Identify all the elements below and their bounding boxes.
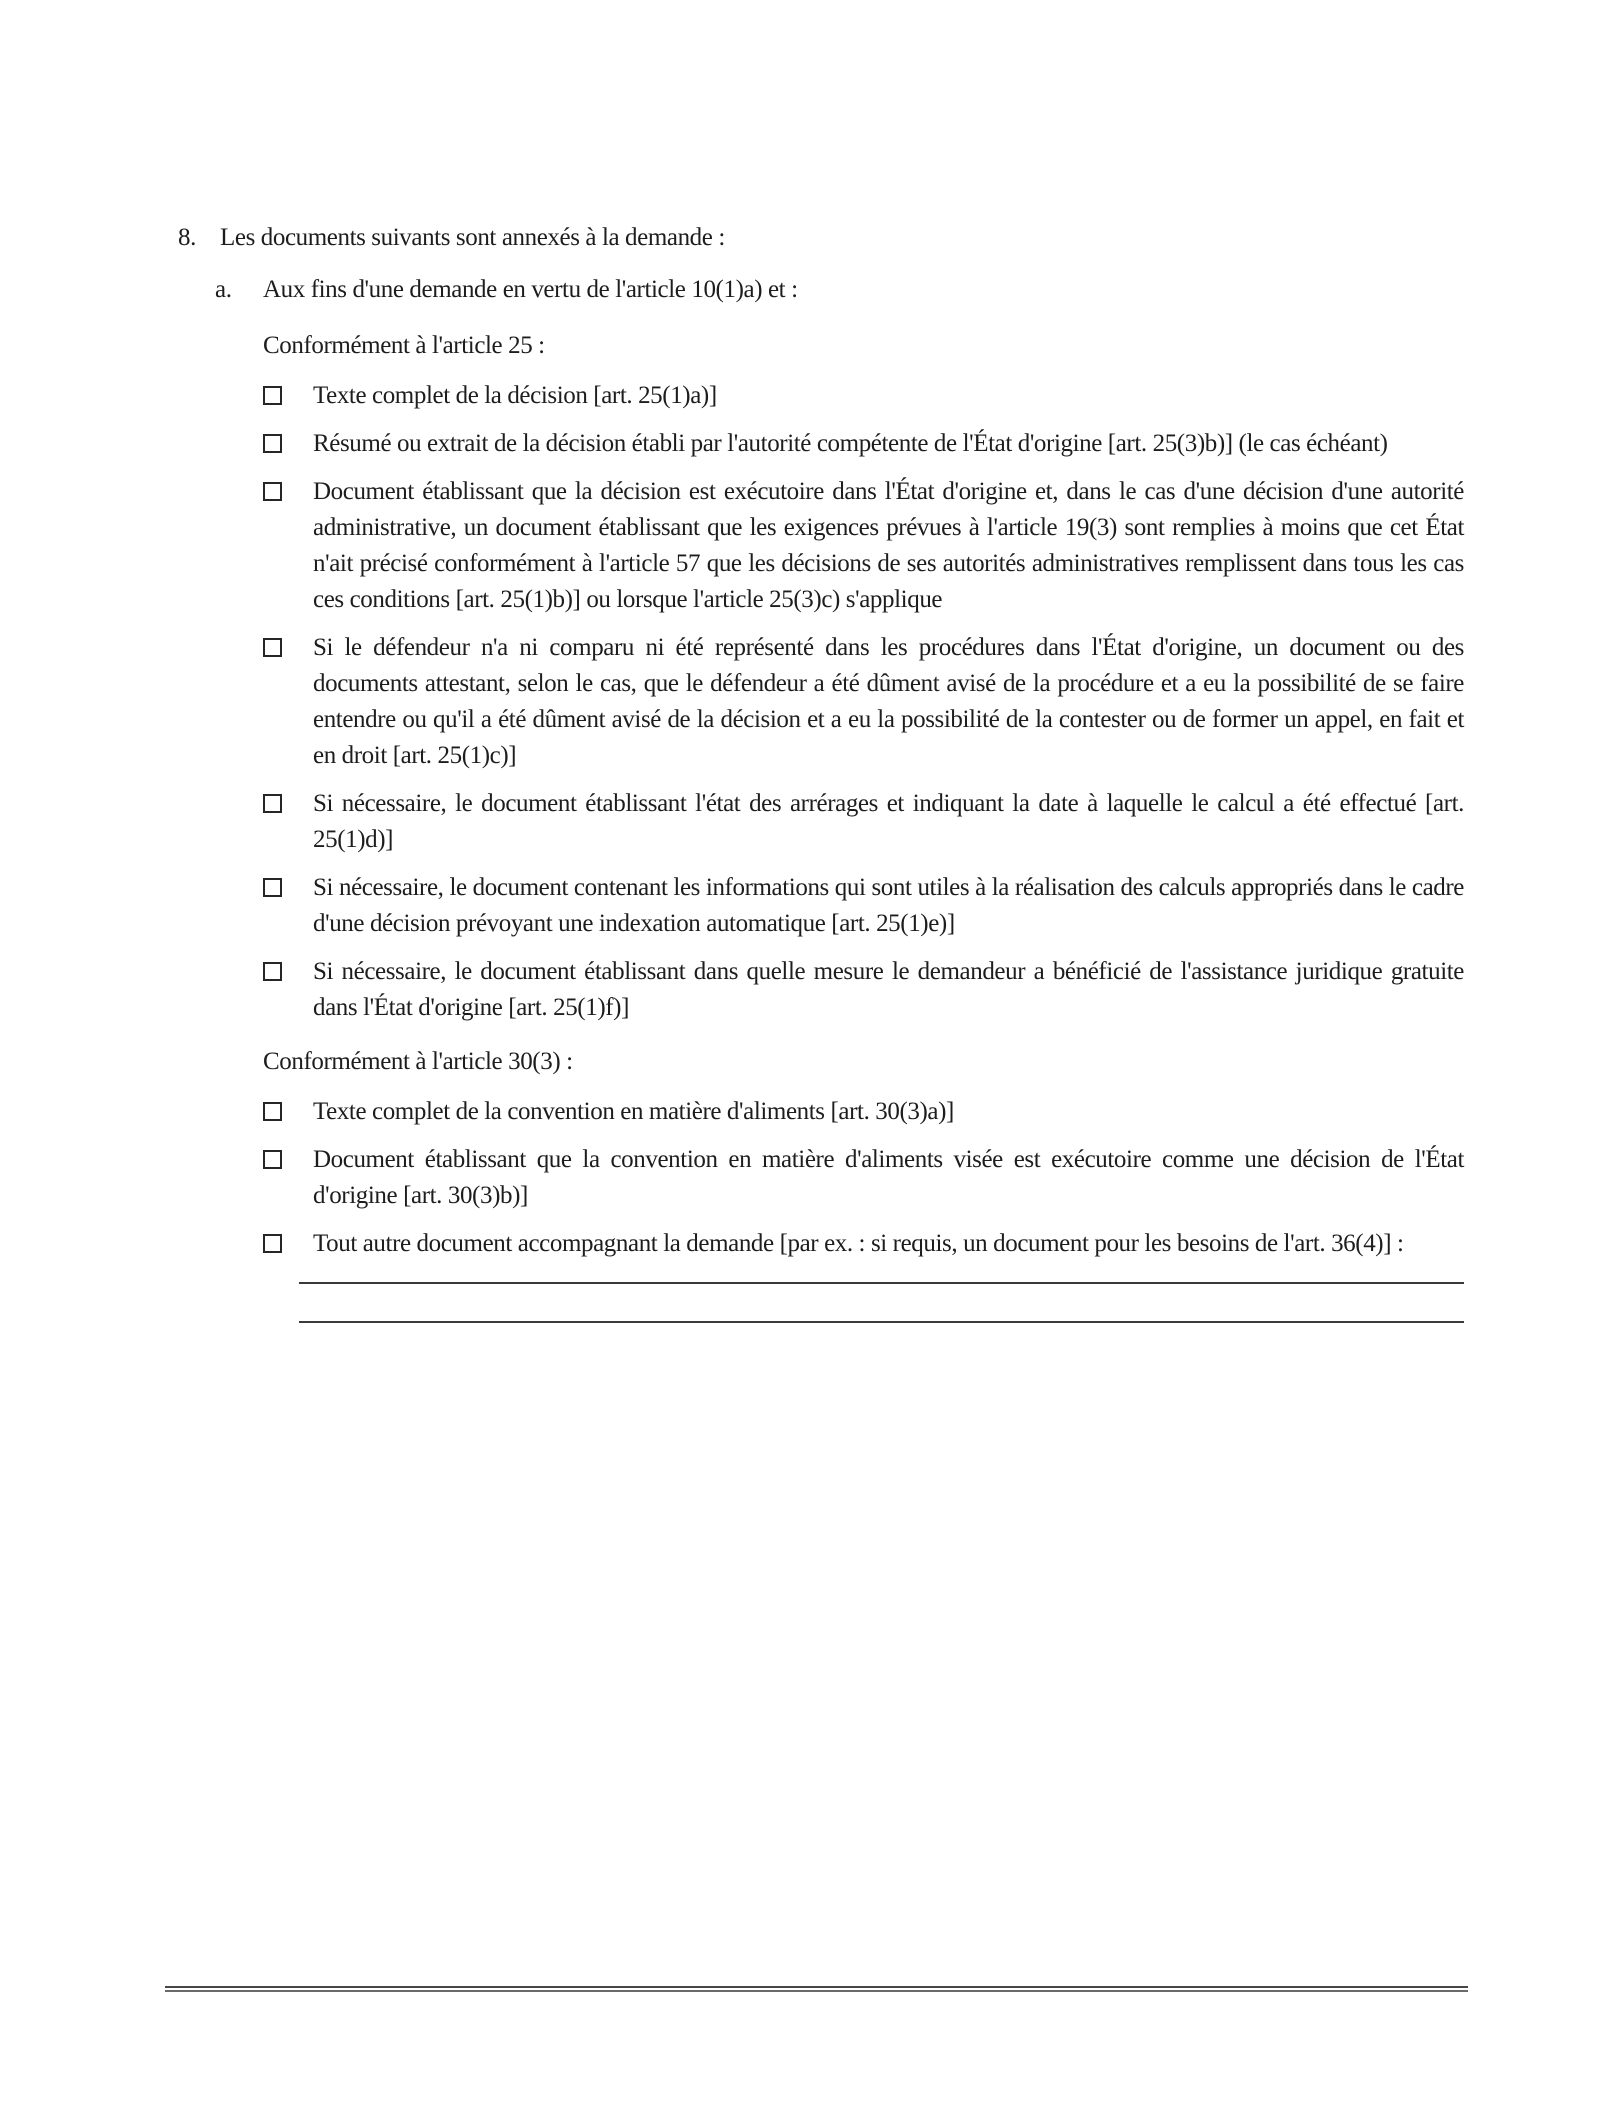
checklist-item-label: Si le défendeur n'a ni comparu ni été représenté dans les procédures dans l'État d'origine, un document ou des documents attestant, selon le cas, que le défendeur a été dûment avisé de la procédure et a eu la possibilité de se faire entendre ou qu'il a été dûment avisé de la décision et a eu la possibilité de la contester ou de former un appel, en fait et en droit [art. 25(1)c)]	[313, 634, 1464, 769]
item-8a-text: Aux fins d'une demande en vertu de l'article 10(1)a) et :	[263, 276, 798, 303]
checklist-item-label: Document établissant que la décision est exécutoire dans l'État d'origine et, dans le cas d'une décision d'une autorité administrative, un document établissant que les exigences prévues à l'article 19(3) sont remplies à moins que cet État n'ait précisé conformément à l'article 57 que les décisions de ses autorités administratives remplissent dans tous les cas ces conditions [art. 25(1)b)] ou lorsque l'article 25(3)c) s'applique	[313, 478, 1464, 613]
article-30-3-checklist	[263, 1094, 1464, 1262]
checklist-item	[263, 786, 1464, 858]
footer-divider	[165, 1986, 1468, 1992]
checklist-item-label: Tout autre document accompagnant la demande [par ex. : si requis, un document pour les besoins de l'art. 36(4)] :	[313, 1230, 1404, 1257]
checkbox[interactable]	[263, 794, 282, 813]
blank-answer-line[interactable]	[299, 1282, 1464, 1284]
checklist-content	[263, 328, 1464, 1323]
checkbox[interactable]	[263, 962, 282, 981]
checkbox[interactable]	[263, 638, 282, 657]
article-25-checklist	[263, 378, 1464, 1026]
item-8-number: 8.	[178, 224, 196, 251]
item-8a-letter: a.	[215, 276, 232, 303]
checklist-item-label: Résumé ou extrait de la décision établi par l'autorité compétente de l'État d'origine [art. 25(3)b)] (le cas échéant)	[313, 430, 1388, 457]
item-8-title: Les documents suivants sont annexés à la demande :	[220, 224, 725, 251]
article-30-3-heading: Conformément à l'article 30(3) :	[263, 1048, 573, 1075]
checkbox[interactable]	[263, 1150, 282, 1169]
checklist-item	[263, 954, 1464, 1026]
checkbox[interactable]	[263, 482, 282, 501]
blank-answer-line[interactable]	[299, 1321, 1464, 1323]
item-8a-heading	[215, 272, 1624, 308]
checklist-item	[263, 1142, 1464, 1214]
checklist-item-label: Si nécessaire, le document établissant l'état des arrérages et indiquant la date à laquelle le calcul a été effectué [art. 25(1)d)]	[313, 790, 1464, 853]
checkbox[interactable]	[263, 434, 282, 453]
checkbox[interactable]	[263, 386, 282, 405]
checklist-item-label: Document établissant que la convention en matière d'aliments visée est exécutoire comme une décision de l'État d'origine [art. 30(3)b)]	[313, 1146, 1464, 1209]
checklist-item	[263, 1226, 1464, 1262]
other-document-answer-area	[299, 1282, 1464, 1323]
checklist-item	[263, 870, 1464, 942]
checklist-item	[263, 630, 1464, 774]
checklist-item-label: Si nécessaire, le document établissant dans quelle mesure le demandeur a bénéficié de l'assistance juridique gratuite dans l'État d'origine [art. 25(1)f)]	[313, 958, 1464, 1021]
checklist-item-label: Texte complet de la décision [art. 25(1)a)]	[313, 382, 717, 409]
checklist-item-label: Texte complet de la convention en matière d'aliments [art. 30(3)a)]	[313, 1098, 954, 1125]
checklist-item	[263, 1094, 1464, 1130]
checkbox[interactable]	[263, 1234, 282, 1253]
checkbox[interactable]	[263, 1102, 282, 1121]
checklist-item-label: Si nécessaire, le document contenant les informations qui sont utiles à la réalisation des calculs appropriés dans le cadre d'une décision prévoyant une indexation automatique [art. 25(1)e)]	[313, 874, 1464, 937]
checklist-item	[263, 378, 1464, 414]
item-8-heading	[178, 220, 1624, 256]
article-25-heading: Conformément à l'article 25 :	[263, 332, 545, 359]
checklist-item	[263, 426, 1464, 462]
checkbox[interactable]	[263, 878, 282, 897]
checklist-item	[263, 474, 1464, 618]
